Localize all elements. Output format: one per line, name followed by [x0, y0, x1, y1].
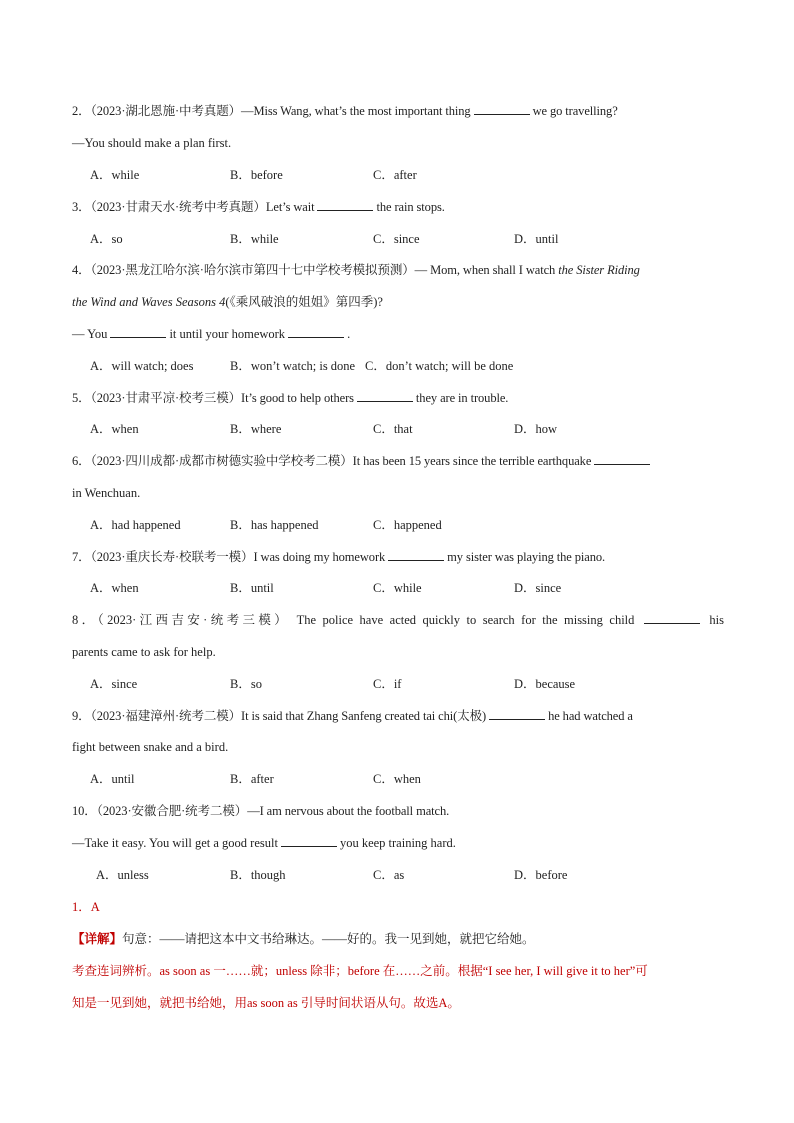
answer-analysis-line-1: 考查连词辨析。as soon as 一……就；unless 除非；before 在……之前。根据“I see her, I will give it to her”可 — [72, 964, 648, 978]
question-2-stem: 2．（2023·湖北恩施·中考真题）—Miss Wang, what’s the most important thing we go travelling? — [72, 104, 618, 118]
question-source: （2023·四川成都·成都市树德实验中学校考二模） — [90, 454, 353, 468]
answer-blank — [110, 326, 166, 338]
option-c[interactable]: C．since — [373, 232, 420, 246]
option-b[interactable]: B．won’t watch; is done — [230, 359, 356, 373]
option-c[interactable]: C．when — [373, 772, 421, 786]
option-a[interactable]: A．until — [90, 772, 135, 786]
question-source: （2023·黑龙江哈尔滨·哈尔滨市第四十七中学校考模拟预测） — [90, 263, 415, 277]
answer-blank — [594, 453, 650, 465]
question-number: 7． — [72, 550, 91, 564]
option-c[interactable]: C．that — [373, 422, 413, 436]
option-c[interactable]: C．happened — [373, 518, 442, 532]
question-7-stem: 7．（2023·重庆长寿·校联考一模）I was doing my homework my sister was playing the piano. — [72, 550, 606, 564]
question-4-title-line: the Wind and Waves Seasons 4(《乘风破浪的姐姐》第四季)? — [72, 295, 383, 309]
question-number: 8． — [72, 613, 98, 627]
question-6-stem: 6．（2023·四川成都·成都市树德实验中学校考二模）It has been 15 years since the terrible earthquake — [72, 453, 724, 469]
option-b[interactable]: B．where — [230, 422, 282, 436]
question-6-options — [90, 517, 734, 533]
question-source: （2023·福建漳州·统考二模） — [90, 709, 242, 723]
question-source: （2023·湖北恩施·中考真题） — [90, 104, 242, 118]
answer-blank — [288, 326, 344, 338]
option-c[interactable]: C．while — [373, 581, 422, 595]
question-source: （2023·江西吉安·统考三模） — [97, 613, 291, 627]
answer-label: 1．A — [72, 900, 100, 914]
option-b[interactable]: B．before — [230, 168, 283, 182]
answer-blank — [474, 103, 530, 115]
answer-analysis-line-2: 知是一见到她，就把书给她，用as soon as 引导时间状语从句。故选A。 — [72, 996, 460, 1010]
question-source: （2023·甘肃天水·统考中考真题） — [90, 200, 266, 214]
option-b[interactable]: B．so — [230, 677, 262, 691]
question-6-continuation: in Wenchuan. — [72, 486, 141, 500]
question-10-reply: —Take it easy. You will get a good result you keep training hard. — [72, 836, 456, 850]
answer-blank — [281, 835, 337, 847]
option-b[interactable]: B．though — [230, 868, 286, 882]
question-10-stem: 10．（2023·安徽合肥·统考二模）—I am nervous about the football match. — [72, 804, 450, 818]
option-d[interactable]: D．because — [514, 677, 576, 691]
option-b[interactable]: B．until — [230, 581, 274, 595]
question-source: （2023·重庆长寿·校联考一模） — [90, 550, 254, 564]
question-number: 9． — [72, 709, 91, 723]
answer-detail: 【详解】句意：——请把这本中文书给琳达。——好的。我一见到她，就把它给她。 — [72, 932, 535, 946]
question-number: 4． — [72, 263, 91, 277]
option-a[interactable]: A．so — [90, 232, 123, 246]
question-9-stem: 9．（2023·福建漳州·统考二模）It is said that Zhang Sanfeng created tai chi(太极) he had watched a — [72, 709, 633, 723]
option-a[interactable]: A．will watch; does — [90, 359, 194, 373]
question-number: 2． — [72, 104, 91, 118]
answer-blank — [388, 549, 444, 561]
detail-tag: 【详解】 — [72, 932, 123, 946]
option-d[interactable]: D．before — [514, 868, 568, 882]
option-c[interactable]: C．as — [373, 868, 405, 882]
question-9-continuation: fight between snake and a bird. — [72, 740, 229, 754]
question-number: 10． — [72, 804, 97, 818]
show-title: the Wind and Waves Seasons 4 — [72, 295, 226, 309]
option-b[interactable]: B．after — [230, 772, 274, 786]
option-a[interactable]: A．since — [90, 677, 138, 691]
question-number: 3． — [72, 200, 91, 214]
question-8-continuation: parents came to ask for help. — [72, 645, 216, 659]
question-5-stem: 5．（2023·甘肃平凉·校考三模）It’s good to help others they are in trouble. — [72, 391, 509, 405]
question-4-reply: — You it until your homework . — [72, 327, 351, 341]
option-a[interactable]: A．while — [90, 168, 140, 182]
question-2-reply: —You should make a plan first. — [72, 136, 232, 150]
question-number: 6． — [72, 454, 91, 468]
option-a[interactable]: A．when — [90, 422, 139, 436]
question-number: 5． — [72, 391, 91, 405]
question-7-options — [90, 580, 734, 596]
answer-blank — [489, 708, 545, 720]
option-b[interactable]: B．has happened — [230, 518, 319, 532]
show-title: the Sister Riding — [558, 263, 640, 277]
question-2-options — [90, 167, 734, 183]
option-d[interactable]: D．until — [514, 232, 559, 246]
question-3-options — [90, 231, 734, 247]
answer-blank — [357, 390, 413, 402]
option-b[interactable]: B．while — [230, 232, 279, 246]
question-5-options — [90, 421, 734, 437]
option-d[interactable]: D．how — [514, 422, 558, 436]
question-source: （2023·甘肃平凉·校考三模） — [90, 391, 242, 405]
option-a[interactable]: A．when — [90, 581, 139, 595]
option-c[interactable]: C．don’t watch; will be done — [365, 359, 514, 373]
question-8-stem: 8．（2023·江西吉安·统考三模） The police have acted quickly to search for the missing child his — [72, 613, 724, 627]
option-c[interactable]: C．if — [373, 677, 402, 691]
question-9-options — [90, 771, 734, 787]
answer-blank — [317, 199, 373, 211]
option-d[interactable]: D．since — [514, 581, 562, 595]
option-a[interactable]: A．unless — [96, 868, 149, 882]
option-a[interactable]: A．had happened — [90, 518, 181, 532]
question-source: （2023·安徽合肥·统考二模） — [96, 804, 248, 818]
question-8-options — [90, 676, 734, 692]
question-4-options — [90, 358, 734, 374]
question-3-stem: 3．（2023·甘肃天水·统考中考真题）Let’s wait the rain stops. — [72, 200, 445, 214]
question-10-options — [96, 867, 734, 883]
option-c[interactable]: C．after — [373, 168, 417, 182]
question-4-stem: 4．（2023·黑龙江哈尔滨·哈尔滨市第四十七中学校考模拟预测）— Mom, when shall I watch the Sister Riding — [72, 263, 640, 277]
answer-blank — [644, 612, 700, 624]
